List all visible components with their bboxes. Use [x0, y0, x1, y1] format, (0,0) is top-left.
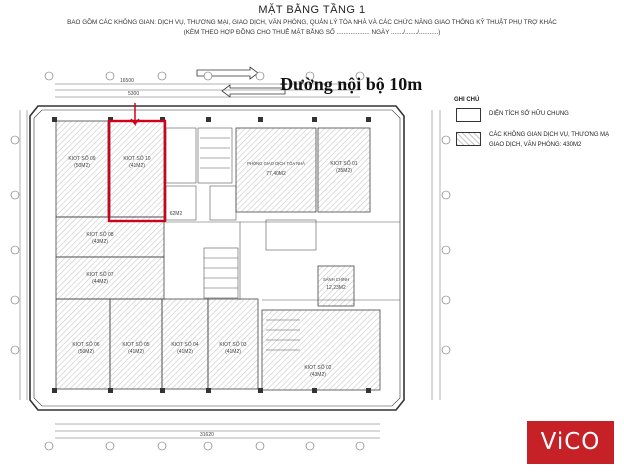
kiosk-07-area	[56, 257, 164, 299]
dim-top-total: 16500	[120, 78, 134, 84]
legend-common-swatch	[456, 108, 481, 122]
k08-area: (43M2)	[92, 239, 108, 245]
legend-common-label: DIỆN TÍCH SỞ HỮU CHUNG	[489, 111, 569, 117]
page-subtitle: BAO GỒM CÁC KHÔNG GIAN: DỊCH VỤ, THƯƠNG MẠI, GIAO DỊCH, VĂN PHÒNG, QUẢN LÝ TÒA NHÀ VÀ CÁC CHỨC NĂNG GIAO THÔNG KỸ THUẬT PHỤ TRỢ KHÁC	[67, 19, 557, 26]
lobby-name: SẢNH CHÍNH	[322, 277, 350, 282]
office-name: PHÒNG GIAO DỊCH TÒA NHÀ	[247, 161, 305, 166]
k10-area: (41M2)	[129, 163, 145, 169]
vico-logo: ViCO	[527, 421, 614, 464]
lobby-area-label: 12,23M2	[326, 285, 346, 291]
k01-area: (35M2)	[336, 168, 352, 174]
k10-name: KIOT SỐ 10	[123, 156, 151, 162]
legend-service-label-1: CÁC KHÔNG GIAN DỊCH VỤ, THƯƠNG MẠ	[489, 132, 610, 138]
k05-area: (41M2)	[128, 349, 144, 355]
office-area	[236, 128, 316, 212]
k08-name: KIOT SỐ 08	[86, 232, 114, 238]
road-label: Đường nội bộ 10m	[280, 74, 423, 94]
k04-name: KIOT SỐ 04	[171, 342, 199, 348]
dim-bottom-total: 31620	[200, 432, 214, 438]
k07-name: KIOT SỐ 07	[86, 272, 114, 278]
contract-note: (KÈM THEO HỢP ĐỒNG CHO THUÊ MẶT BẰNG SỐ ................... NGÀY ......./......./...........)	[183, 29, 441, 36]
dim-top-left: 5300	[128, 91, 140, 97]
kiosk-09-area	[56, 121, 108, 217]
road-arrows	[197, 67, 285, 97]
legend-service-label-2: GIAO DỊCH, VĂN PHÒNG: 430M2	[489, 142, 582, 148]
k05-name: KIOT SỐ 05	[122, 342, 150, 348]
page-title: MẶT BẰNG TẦNG 1	[258, 4, 366, 16]
k04-area: (41M2)	[177, 349, 193, 355]
k02-name: KIOT SỐ 02	[304, 365, 332, 371]
utility-area-label: 62M2	[169, 211, 183, 217]
office-area-label: 77,40M2	[266, 171, 286, 177]
kiosk-10-area	[110, 121, 164, 217]
legend-title: GHI CHÚ	[454, 97, 480, 103]
k09-name: KIOT SỐ 09	[68, 156, 96, 162]
k09-area: (50M2)	[74, 163, 90, 169]
k02-area: (43M2)	[310, 372, 326, 378]
k06-name: KIOT SỐ 06	[72, 342, 100, 348]
k06-area: (50M2)	[78, 349, 94, 355]
k03-name: KIOT SỐ 03	[219, 342, 247, 348]
legend-service-swatch	[456, 132, 481, 146]
k01-name: KIOT SỐ 01	[330, 161, 358, 167]
k03-area: (41M2)	[225, 349, 241, 355]
k07-area: (44M2)	[92, 279, 108, 285]
